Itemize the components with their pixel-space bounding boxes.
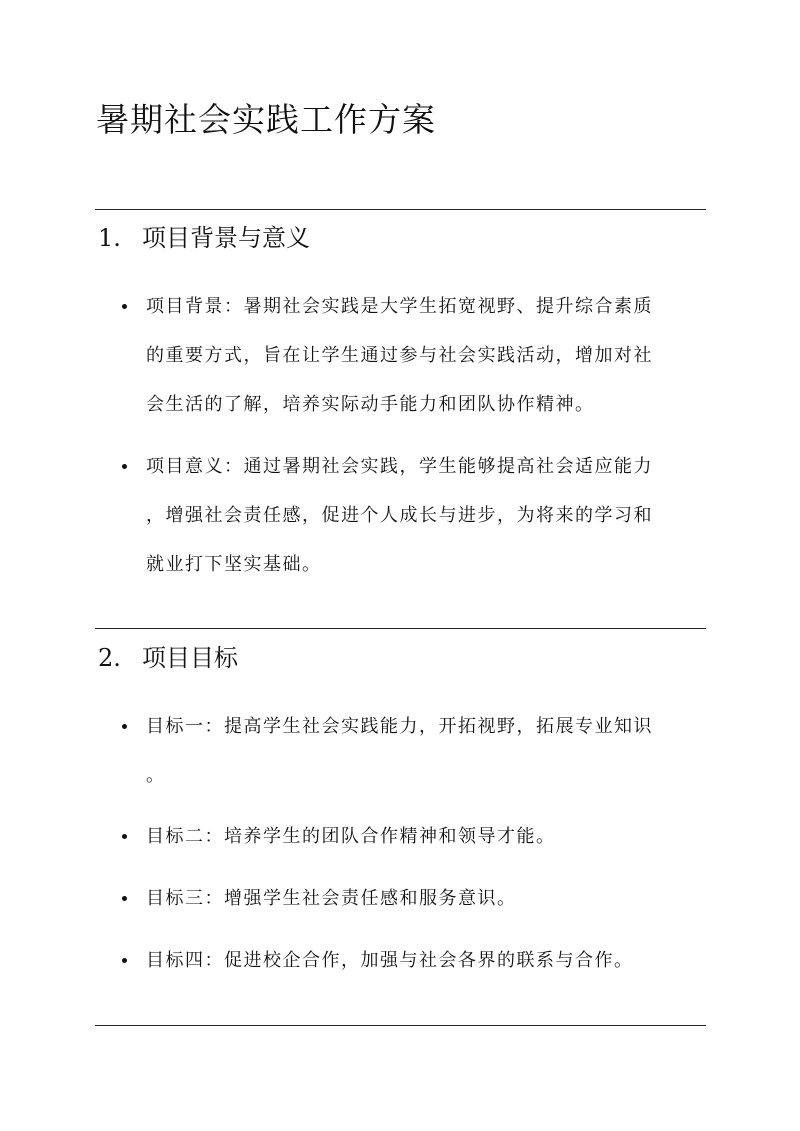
bullet-icon <box>122 896 127 901</box>
section-number: 1. <box>98 224 121 252</box>
list-item <box>118 282 686 429</box>
list-item <box>118 812 686 861</box>
item-text-line: 的重要方式，旨在让学生通过参与社会实践活动，增加对社 <box>146 345 653 366</box>
bullet-list <box>118 282 686 429</box>
bullet-list <box>118 812 686 861</box>
section-heading <box>98 218 310 253</box>
bullet-icon <box>122 724 127 729</box>
section-number: 2. <box>98 644 121 672</box>
bullet-list <box>118 936 686 985</box>
list-item <box>118 702 686 800</box>
bullet-icon <box>122 958 127 963</box>
bullet-list <box>118 874 686 923</box>
section-title: 项目目标 <box>142 644 238 672</box>
bullet-list <box>118 442 686 589</box>
list-item <box>118 936 686 985</box>
document-title: 暑期社会实践工作方案 <box>96 100 436 139</box>
section-title: 项目背景与意义 <box>142 224 310 252</box>
bullet-icon <box>122 834 127 839</box>
item-text-line: 项目意义：通过暑期社会实践，学生能够提高社会适应能力 <box>146 456 653 477</box>
list-item <box>118 874 686 923</box>
item-text-line: 。 <box>146 765 166 786</box>
section-divider <box>95 209 706 210</box>
bullet-list <box>118 702 686 800</box>
section-divider <box>95 1025 706 1026</box>
section-heading <box>98 638 238 673</box>
item-text-line: ，增强社会责任感，促进个人成长与进步，为将来的学习和 <box>146 505 653 526</box>
item-text-line: 项目背景：暑期社会实践是大学生拓宽视野、提升综合素质 <box>146 296 653 317</box>
section-divider <box>95 628 706 629</box>
item-text-line: 目标三：增强学生社会责任感和服务意识。 <box>146 888 517 909</box>
list-item <box>118 442 686 589</box>
item-text-line: 目标一：提高学生社会实践能力，开拓视野，拓展专业知识 <box>146 716 653 737</box>
item-text-line: 目标四：促进校企合作，加强与社会各界的联系与合作。 <box>146 950 634 971</box>
item-text-line: 就业打下坚实基础。 <box>146 554 322 575</box>
item-text-line: 会生活的了解，培养实际动手能力和团队协作精神。 <box>146 394 595 415</box>
bullet-icon <box>122 464 127 469</box>
item-text-line: 目标二：培养学生的团队合作精神和领导才能。 <box>146 826 556 847</box>
bullet-icon <box>122 304 127 309</box>
